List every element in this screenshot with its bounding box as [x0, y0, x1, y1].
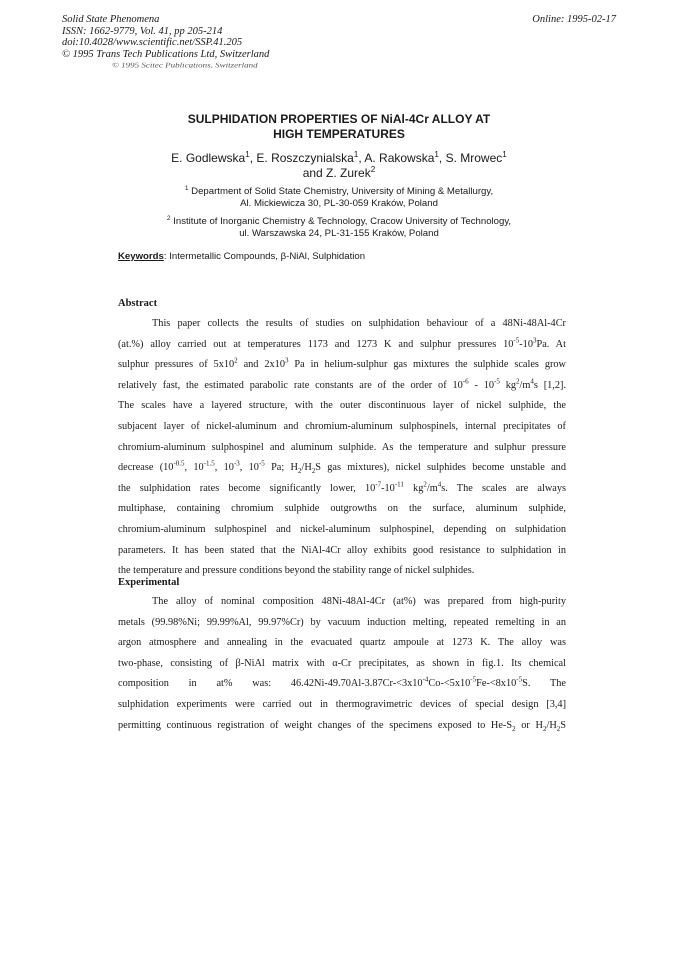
title-line-2: HIGH TEMPERATURES: [273, 127, 405, 141]
title-line-1: SULPHIDATION PROPERTIES OF NiAl-4Cr ALLOY AT: [187, 112, 491, 126]
affiliation-line: ul. Warszawska 24, PL-31-155 Kraków, Poland: [239, 228, 439, 239]
journal-header: [62, 14, 269, 60]
affiliation-marker: 2: [370, 165, 376, 174]
issn-line: ISSN: 1662-9779, Vol. 41, pp 205-214: [62, 25, 223, 37]
online-date: Online: 1995-02-17: [532, 14, 616, 25]
experimental-body: [118, 592, 566, 736]
author-name: , A. Rakowska: [358, 151, 435, 165]
experimental-heading: Experimental: [118, 577, 180, 588]
author-name: , S. Mrowec: [438, 151, 503, 165]
truncated-copyright-line: © 1995 Scitec Publications, Switzerland: [112, 62, 258, 69]
affiliation-number: 2: [166, 214, 171, 222]
affiliation-marker: 1: [434, 150, 439, 159]
paper-title: [0, 112, 678, 142]
authors: [0, 151, 678, 181]
author-name: , E. Roszczynialska: [249, 151, 354, 165]
paragraph-line: relatively fast, the estimated parabolic rate constants are of the order of $10^{-6} - 10^{-5}$ $kg^2/m^4s$ [1,2].: [118, 377, 567, 391]
paragraph-line: sulphidation experiments were carried out in thermogravimetric devices of special design [3,4]: [118, 698, 566, 710]
paragraph-line: composition in at% was: $46.42Ni-49.70Al-3.87Cr-<3x10^{-4}Co-<5x10^{-5}Fe-<8x10^{-5}S$. The: [118, 675, 566, 690]
paragraph-line: permitting continuous registration of weight changes of the specimens exposed to $He-S_2$ or $H_2/H_2S$: [118, 719, 566, 733]
affiliation-marker: 1: [353, 150, 359, 159]
paragraph-line: argon atmosphere and annealing in the evacuated quartz ampoule at 1273 K. The alloy was: [118, 637, 566, 649]
affiliation-line: Al. Mickiewicza 30, PL-30-059 Kraków, Poland: [240, 198, 438, 209]
authors-line-2: [0, 166, 678, 181]
affiliation-line: Department of Solid State Chemistry, University of Mining & Metallurgy,: [191, 186, 494, 197]
keywords-text: : Intermetallic Compounds, β-NiAl, Sulphidation: [163, 251, 366, 262]
paragraph-line: (at.%) alloy carried out at temperatures 1173 and 1273 K and sulphur pressures $10^{-5}-10^3Pa$. At: [118, 336, 566, 350]
paragraph-line: the sulphidation rates become significantly lower, $10^{-7}-10^{-11}$ $kg^2/m^4s$. The scales are always: [118, 480, 566, 494]
affiliation-marker: 1: [502, 150, 507, 159]
abstract-heading: Abstract: [118, 298, 158, 309]
journal-name: Solid State Phenomena: [62, 14, 160, 25]
paragraph-line: subjacent layer of nickel-aluminum and chromium-aluminum sulphospinels, internal precipitates of: [118, 420, 566, 432]
abstract-body: [118, 314, 566, 582]
affiliation-number: 1: [184, 184, 189, 192]
author-name: E. Godlewska: [171, 151, 246, 165]
authors-line-1: [0, 151, 678, 166]
affiliation-line: Institute of Inorganic Chemistry & Technology, Cracow University of Technology,: [173, 216, 512, 227]
paragraph-line: The alloy of nominal composition 48Ni-48Al-4Cr (at%) was prepared from high-purity: [152, 596, 566, 607]
paragraph-line: decrease ($10^{-0.5}$, $10^{-1.5}$, $10^{-3}$, $10^{-5}$ Pa; $H_2/H_2S$ gas mixtures), nickel sulphides become unstable and: [118, 459, 566, 476]
paragraph-line: chromium-aluminum sulphospinel and nickel-aluminum sulphospinel, depending on sulphidation: [118, 523, 566, 535]
copyright-line: © 1995 Trans Tech Publications Ltd, Switzerland: [62, 48, 270, 60]
author-name: and Z. Zurek: [302, 166, 371, 180]
keywords-label: Keywords: [118, 251, 164, 262]
affiliation-1: [0, 186, 678, 210]
paragraph-line: chromium-aluminum sulphospinel and aluminum sulphide. As the temperature and sulphur pressure: [118, 441, 566, 453]
affiliation-2: [0, 216, 678, 240]
keywords: [118, 251, 365, 262]
paragraph-line: metals (99.98%Ni; 99.99%Al, 99.97%Cr) by vacuum induction melting, repeated remelting in an: [118, 616, 566, 628]
paragraph-line: multiphase, containing chromium sulphide outgrowths on the surface, aluminum sulphide,: [118, 503, 566, 515]
paragraph-line: the temperature and pressure conditions beyond the stability range of nickel sulphides.: [118, 565, 475, 577]
paragraph-line: two-phase, consisting of β-NiAl matrix with α-Cr precipitates, as shown in fig.1. Its chemical: [118, 657, 566, 669]
paragraph-line: This paper collects the results of studies on sulphidation behaviour of a 48Ni-48Al-4Cr: [152, 318, 566, 329]
doi-link[interactable]: doi:10.4028/www.scientific.net/SSP.41.205: [62, 37, 243, 48]
paragraph-line: sulphur pressures of $5x10^2$ and $2x10^3$ Pa in helium-sulphur gas mixtures the sulphide scales grow: [118, 356, 566, 371]
affiliation-marker: 1: [245, 150, 250, 159]
paragraph-line: The scales have a layered structure, with the outer discontinuous layer of nickel sulphide, the: [118, 400, 566, 412]
paragraph-line: parameters. It has been stated that the NiAl-4Cr alloy exhibits good resistance to sulphidation in: [118, 544, 566, 556]
